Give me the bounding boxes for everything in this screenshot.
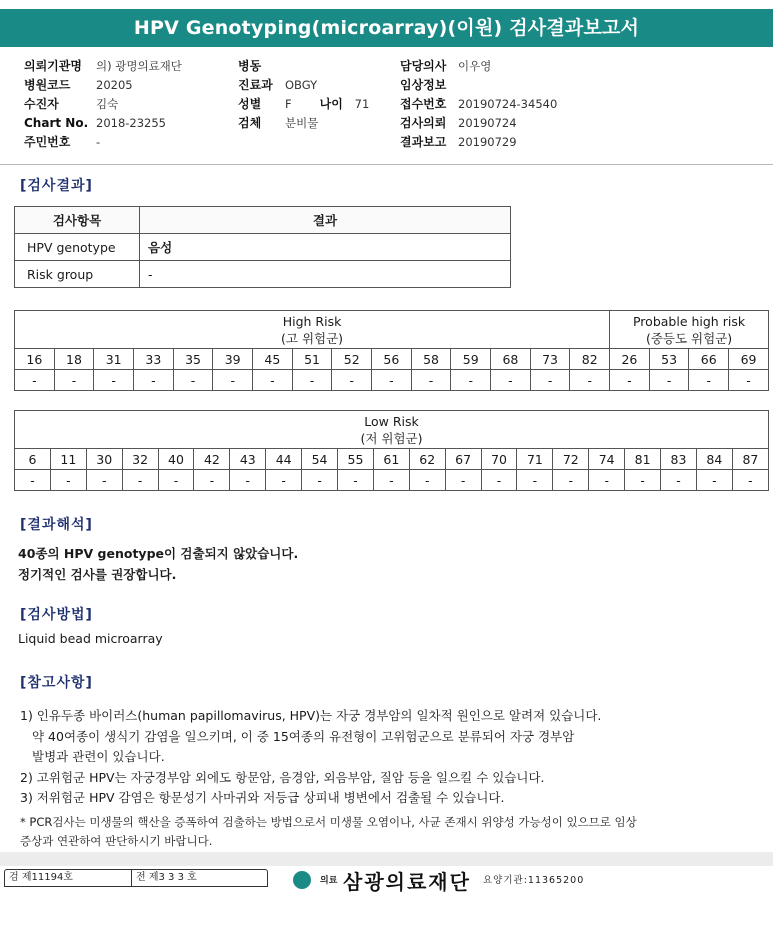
table-row [15,261,511,288]
logo-prefix: 의료 [320,876,338,886]
genotype-result-cell: - [445,470,481,491]
report-footer [0,852,773,932]
info-row-ward [238,57,369,76]
genotype-number-cell: 59 [451,349,491,370]
genotype-result-cell: - [409,470,445,491]
genotype-number-row [15,449,769,470]
genotype-result-cell: - [338,470,374,491]
info-label: 임상정보 [400,78,447,92]
high-risk-subtitle: (고 위험군) [281,330,344,346]
institution-code: 요양기관:11365200 [483,875,585,886]
genotype-number-cell: 18 [54,349,94,370]
genotype-number-cell: 58 [411,349,451,370]
genotype-result-cell: - [589,470,625,491]
genotype-result-cell: - [451,370,491,391]
genotype-result-cell: - [625,470,661,491]
genotype-number-cell: 73 [530,349,570,370]
genotype-result-cell: - [649,370,689,391]
column-header-item: 검사항목 [15,207,140,234]
genotype-number-cell: 87 [732,449,768,470]
genotype-number-cell: 62 [409,449,445,470]
info-label: 담당의사 [400,59,447,73]
genotype-number-cell: 43 [230,449,266,470]
genotype-result-cell: - [292,370,332,391]
genotype-result-cell: - [122,470,158,491]
genotype-number-cell: 53 [649,349,689,370]
info-row-department [238,76,369,95]
genotype-number-cell: 81 [625,449,661,470]
footer-band [0,852,773,866]
info-row-institution [24,57,182,76]
table-row [15,234,511,261]
high-risk-genotype-table [14,310,769,391]
interpretation-line: 40종의 HPV genotype이 검출되지 않았습니다. [18,546,299,561]
genotype-result-cell: - [570,370,610,391]
info-value: 2018-23255 [96,116,166,130]
info-value: 김숙 [96,97,119,111]
info-label: 수진자 [24,97,59,111]
genotype-number-cell: 44 [266,449,302,470]
genotype-number-row [15,349,769,370]
genotype-result-cell: - [253,370,293,391]
info-value: F [285,97,292,111]
result-item: Risk group [15,261,140,288]
note-line: 3) 저위험군 HPV 감염은 항문성기 사마귀와 저등급 상피내 병변에서 검출될 수 있습니다. [20,790,505,805]
info-value: OBGY [285,78,318,92]
info-column-3 [400,57,557,152]
info-label: 병동 [238,59,262,73]
genotype-result-cell: - [372,370,412,391]
info-label: 결과보고 [400,135,447,149]
section-title-notes: [참고사항] [20,675,93,691]
probable-risk-title: Probable high risk [632,313,746,329]
genotype-number-cell: 67 [445,449,481,470]
info-row-specimen [238,114,369,133]
footnote-line: * PCR검사는 미생물의 핵산을 증폭하여 검출하는 방법으로서 미생물 오염이나, 사균 존재시 위양성 가능성이 있으므로 임상 [20,815,637,829]
info-label: 나이 [319,97,343,111]
genotype-result-cell: - [689,370,729,391]
info-value: 71 [354,97,370,111]
method-text: Liquid bead microarray [18,631,163,646]
genotype-result-cell: - [213,370,253,391]
genotype-number-cell: 31 [94,349,134,370]
info-row-resident-no [24,133,182,152]
footnote [20,813,637,851]
footnote-line: 증상과 연관하여 판단하시기 바랍니다. [20,834,213,848]
genotype-number-cell: 16 [15,349,55,370]
genotype-number-cell: 61 [373,449,409,470]
result-value: - [140,261,511,288]
low-risk-genotype-table [14,410,769,491]
genotype-number-cell: 84 [696,449,732,470]
high-risk-title: High Risk [282,313,342,329]
info-row-chart-no [24,114,182,133]
info-value: 20205 [96,78,133,92]
result-table-header [15,207,511,234]
genotype-number-cell: 69 [729,349,769,370]
info-label: 주민번호 [24,135,71,149]
info-row-patient [24,95,182,114]
result-table [14,206,511,288]
genotype-number-cell: 39 [213,349,253,370]
genotype-result-cell: - [373,470,409,491]
genotype-number-cell: 74 [589,449,625,470]
genotype-result-cell: - [15,370,55,391]
info-row-doctor [400,57,557,76]
genotype-result-cell: - [696,470,732,491]
section-title-result: [검사결과] [20,178,93,194]
genotype-result-cell: - [302,470,338,491]
genotype-result-cell: - [50,470,86,491]
genotype-number-cell: 56 [372,349,412,370]
genotype-number-cell: 71 [517,449,553,470]
genotype-result-cell: - [266,470,302,491]
genotype-result-cell: - [54,370,94,391]
note-line: 약 40여종이 생식기 감염을 일으키며, 이 중 15여종의 유전형이 고위험군으로 분류되어 자궁 경부암 [32,728,575,744]
genotype-result-cell: - [732,470,768,491]
genotype-number-cell: 52 [332,349,372,370]
info-row-sex-age [238,95,369,114]
genotype-number-cell: 26 [610,349,650,370]
genotype-number-cell: 68 [491,349,531,370]
interpretation-text [18,543,298,585]
section-title-method: [검사방법] [20,607,93,623]
genotype-number-cell: 6 [15,449,51,470]
genotype-result-cell: - [610,370,650,391]
age-field [320,97,370,111]
genotype-result-row [15,370,769,391]
low-risk-title: Low Risk [364,413,419,429]
genotype-number-cell: 82 [570,349,610,370]
genotype-number-cell: 35 [173,349,213,370]
notes-list [20,706,601,809]
genotype-result-cell: - [553,470,589,491]
genotype-number-cell: 83 [661,449,697,470]
low-risk-subtitle: (저 위험군) [360,430,423,446]
report-title: HPV Genotyping(microarray)(이원) 검사결과보고서 [0,9,773,47]
info-row-request-date [400,114,557,133]
result-item: HPV genotype [15,234,140,261]
genotype-number-cell: 54 [302,449,338,470]
genotype-number-cell: 72 [553,449,589,470]
genotype-number-cell: 70 [481,449,517,470]
column-header-result: 결과 [140,207,511,234]
low-risk-header [15,411,769,449]
info-column-1 [24,57,182,152]
info-label: 검체 [238,116,262,130]
genotype-number-cell: 40 [158,449,194,470]
note-line: 발병과 관련이 있습니다. [32,749,165,764]
genotype-result-cell: - [530,370,570,391]
genotype-number-cell: 45 [253,349,293,370]
info-value: - [96,135,101,149]
genotype-result-cell: - [411,370,451,391]
info-label: 의뢰기관명 [24,59,82,73]
genotype-result-cell: - [94,370,134,391]
genotype-number-cell: 11 [50,449,86,470]
genotype-result-cell: - [230,470,266,491]
genotype-number-cell: 51 [292,349,332,370]
patient-info-panel [0,53,773,165]
info-value: 20190724 [458,116,517,130]
genotype-number-cell: 33 [134,349,174,370]
genotype-result-cell: - [332,370,372,391]
genotype-result-cell: - [481,470,517,491]
info-row-receipt-no [400,95,557,114]
info-label: Chart No. [24,116,89,130]
section-title-interpretation: [결과해석] [20,517,93,533]
genotype-result-cell: - [134,370,174,391]
interpretation-line: 정기적인 검사를 권장합니다. [18,567,177,582]
genotype-number-cell: 30 [86,449,122,470]
info-label: 검사의뢰 [400,116,447,130]
genotype-result-cell: - [173,370,213,391]
genotype-result-cell: - [86,470,122,491]
info-value: 분비물 [285,116,319,130]
genotype-result-cell: - [15,470,51,491]
genotype-number-cell: 55 [338,449,374,470]
genotype-number-cell: 66 [689,349,729,370]
foundation-name: 삼광의료재단 [343,870,471,894]
license-stamp-1: 검 제11194호 [4,869,132,887]
result-value: 음성 [140,234,511,261]
info-row-clinical [400,76,557,95]
probable-risk-header [610,311,769,349]
high-risk-header [15,311,610,349]
info-label: 성별 [238,97,262,111]
genotype-number-cell: 42 [194,449,230,470]
info-value: 의) 광명의료재단 [96,59,182,73]
genotype-result-cell: - [661,470,697,491]
info-label: 병원코드 [24,78,71,92]
info-row-report-date [400,133,557,152]
info-value: 이우영 [458,59,492,73]
probable-risk-subtitle: (중등도 위험군) [645,330,733,346]
info-label: 진료과 [238,78,273,92]
risk-header-row [15,311,769,349]
license-stamp-2: 전 제3 3 3 호 [131,869,268,887]
risk-header-row [15,411,769,449]
genotype-result-cell: - [517,470,553,491]
info-column-2 [238,57,369,133]
genotype-number-cell: 32 [122,449,158,470]
info-value: 20190724-34540 [458,97,558,111]
note-line: 1) 인유두종 바이러스(human papillomavirus, HPV)는 자궁 경부암의 일차적 원인으로 알려져 있습니다. [20,708,602,723]
info-value: 20190729 [458,135,517,149]
info-row-hospital-code [24,76,182,95]
genotype-result-cell: - [729,370,769,391]
foundation-logo-icon [293,871,311,889]
genotype-result-cell: - [194,470,230,491]
genotype-result-row [15,470,769,491]
note-line: 2) 고위험군 HPV는 자궁경부암 외에도 항문암, 음경암, 외음부암, 질암 등을 일으킬 수 있습니다. [20,769,545,785]
genotype-result-cell: - [158,470,194,491]
genotype-result-cell: - [491,370,531,391]
info-label: 접수번호 [400,97,447,111]
